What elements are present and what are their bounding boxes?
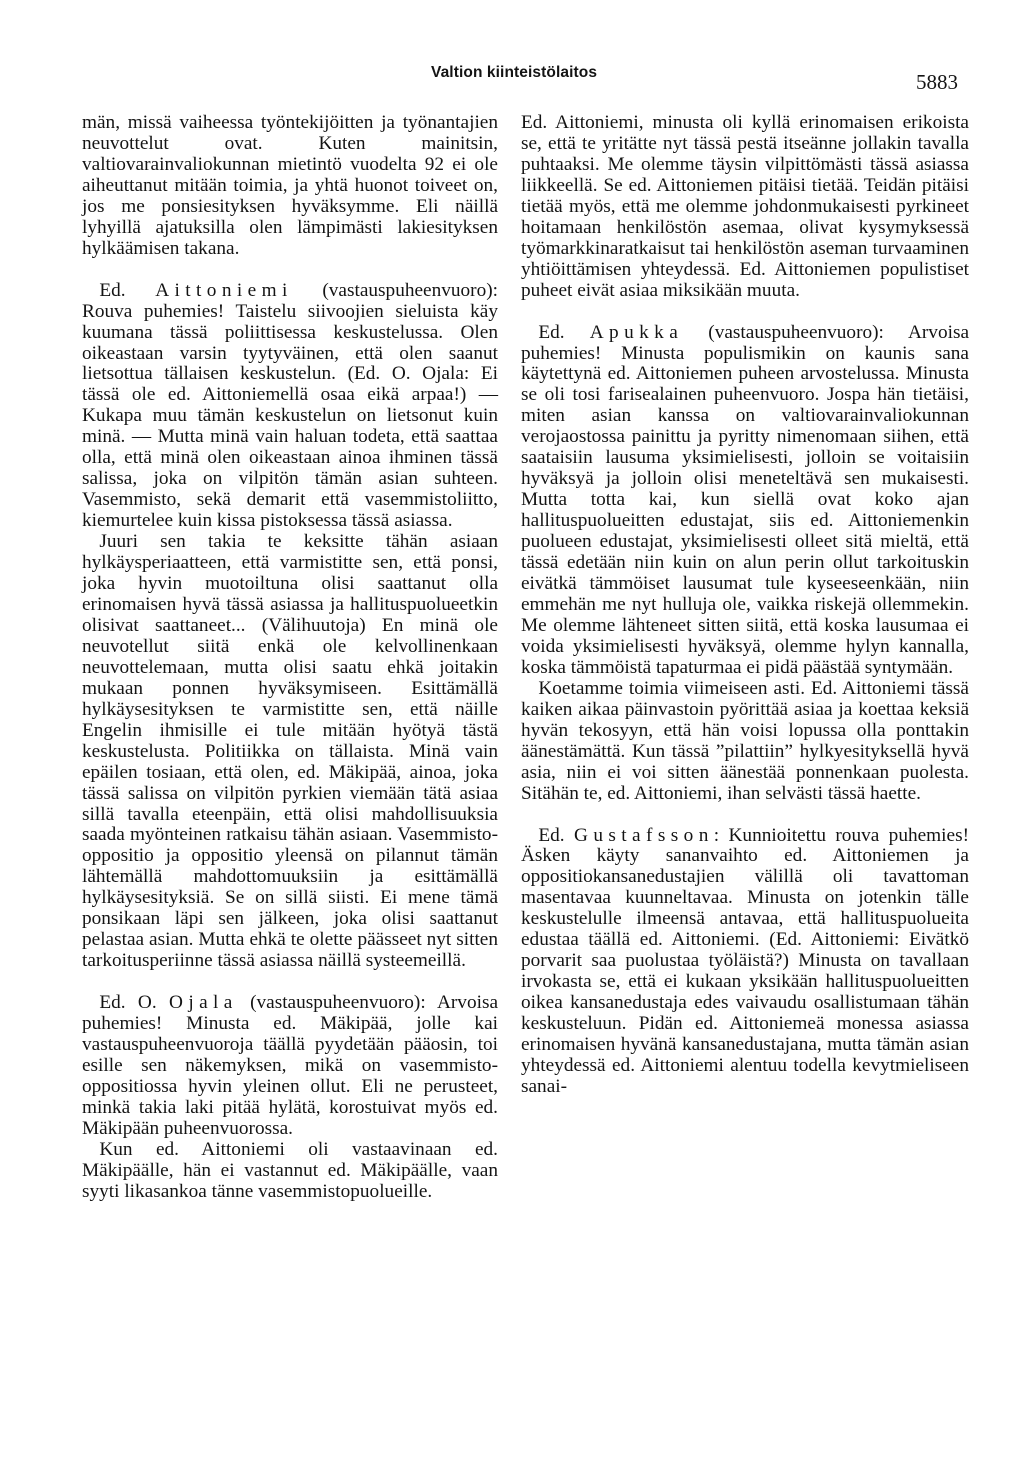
right-column	[521, 113, 969, 1098]
paragraph: Koetamme toimia viimeiseen asti. Ed. Aittoniemi tässä kaiken aikaa päinvastoin pyörittää asiaa ja koettaa keksiä hyvän tekosyyn, että hän voisi lopussa olla ponttakin äänestämättä. Kun tässä ”pilattiin” hylkyesityksellä hyvä asia, niin ei voi sitten äänestää ponnenkaan puolesta. Sitähän te, ed. Aittoniemi, ihan selvästi tässä haette.	[521, 677, 969, 804]
speaker-name: Ojala	[168, 992, 238, 1014]
speech-text: (vastauspuheenvuoro): Arvoisa puhemies! Minusta ed. Mäkipää, jolle kai vastauspuheenvuoroja täällä pyydetään pääosin, toi esille sen näkemyksen, mikä on vasemmisto-oppositiossa hyvin yleinen ollut. Eli ne perusteet, minkä takia laki pitää hylätä, korostuivat myös ed. Mäkipään puheenvuorossa.	[82, 992, 499, 1139]
page-number: 5883	[916, 70, 958, 94]
speech-ojala	[82, 993, 498, 1140]
paragraph-continuation: Ed. Aittoniemi, minusta oli kyllä erinomaisen erikoista se, että te yritätte nyt tässä pestä itseänne jollakin tavalla puhtaaksi. Me olemme täysin vilpittömästi tässä asiassa liikkeellä. Se ed. Aittoniemen pitäisi tietää. Teidän pitäisi tietää myös, että me olemme johdonmukaisesti pyrkineet hoitamaan henkilöstön asemaa, olivat kysymyksessä työmarkkinaratkaisut tai henkilöstön aseman turvaaminen yhtiöittämisen yhteydessä. Ed. Aittoniemen populistiset puheet eivät asiaa miksikään muuta.	[521, 112, 969, 301]
speech-text: : Kunnioitettu rouva puhemies! Äsken käyty sananvaihto ed. Aittoniemen ja oppositiokansanedustajien välillä oli tavattoman masentavaa kuunneltavaa. Minusta on jotenkin tälle keskustelulle ilmeensä antavaa, että hallituspuolueita edustaa täällä ed. Aittoniemi. (Ed. Aittoniemi: Eivätkö porvarit saa puolustaa työläistä?) Minusta on tavallaan irvokasta se, että ei kukaan yksikään hallituspuolueitten oikea kansanedustaja edes vaivaudu osallistumaan tähän keskusteluun. Pidän ed. Aittoniemeä monessa asiassa erinomaisen hyvänä kansanedustajana, mutta tämän asian yhteydessä ed. Aittoniemi alentuu todella kevytmieliseen sanai-	[521, 824, 970, 1097]
speech-text: (vastauspuheenvuoro): Rouva puhemies! Taistelu siivoojien sieluista käy kuumana tässä poliittisessa keskustelussa. Olen oikeastaan varsin tyytyväinen, että olen saanut lietsottua tällaisen keskustelun. (Ed. O. Ojala: Ei tässä ole ed. Aittoniemellä osaa eikä arpaa!) — Kukapa muu tämän keskustelun on lietsonut kuin minä. — Mutta minä vain haluan todeta, että saattaa olla, että minä olen oikeastaan ainoa ihminen tässä salissa, joka on vilpitön tämän asian suhteen. Vasemmisto, sekä demarit että vasemmistoliitto, kiemurtelee kuin kissa pistoksessa tässä asiassa.	[82, 279, 498, 532]
speaker-name: Apukka	[589, 321, 684, 343]
header-title: Valtion kiinteistölaitos	[431, 64, 598, 81]
speech-prefix: Ed.	[538, 321, 590, 343]
speech-prefix: Ed. O.	[99, 992, 169, 1014]
paragraph: Juuri sen takia te keksitte tähän asiaan hylkäysperiaatteen, että varmistitte sen, että ponsi, joka hyvin muotoiltuna olisi saattanut olla erinomaisen hyvä tässä asiassa ja hallituspuolueetkin olisivat saattaneet... (Välihuutoja) En minä ole neuvotellut siitä enkä ole kelvollinenkaan neuvottelemaan, mutta olisi saatu ehkä joitakin mukaan ponnen hyväksymiseen. Esittämällä hylkäysesityksen te varmistitte sen, että näille Engelin ihmisille ei tule mitään hyötyä tästä keskustelusta. Politiikka on tällaista. Minä vain epäilen tosiaan, että olen, ed. Mäkipää, ainoa, joka tässä salissa on vilpitön pyrkien viemään tätä asiaa sillä tavalla eteenpäin, että olisi mahdollisuuksia saada myönteinen ratkaisu tähän asiaan. Vasemmisto-oppositio ja oppositio yleensä on pilannut tämän lähtemällä mahdottomuuksiin ja esittämällä hylkäysesityksiä. Se on sillä siisti. Ei mene tämä ponsikaan läpi sen jälkeen, joka olisi saattanut pelastaa asian. Mutta ehkä te olette päässeet nyt sitten tarkoitusperiinne tässä asiassa näillä systeemeillä.	[82, 531, 498, 972]
paragraph-continuation: män, missä vaiheessa työntekijöitten ja työnantajien neuvottelut ovat. Kuten mainitsin, valtiovarainvaliokunnan mietintö vuodelta 92 ei ole aiheuttanut mitään toimia, ja yhtä huonot toiveet on, jos me ponsiesityksen hyväksymme. Eli näillä lyhyillä ajatuksilla olen lämpimästi lakiesityksen hylkäämisen takana.	[82, 112, 498, 259]
speech-prefix: Ed.	[538, 824, 575, 846]
speech-text: (vastauspuheenvuoro): Arvoisa puhemies! Minusta populismikin on kaunis sana käytettynä ed. Aittoniemen puheen arvostelussa. Minusta se oli tosi farisealainen puheenvuoro. Jospa hän tietäisi, miten asian kanssa on valtiovarainvaliokunnan verojaostossa painittu ja pyritty nimenomaan siihen, että saataisiin lausuma yksimielisesti, jolloin se voitaisiin hyväksyä ja jolloin olisi meneteltävä sen mukaisesti. Mutta totta kai, kun siellä ovat koko ajan hallituspuolueitten edustajat, siis ed. Aittoniemenkin puolueen edustajat, yksimielisesti olleet sitä mieltä, että tässä edetään niin kuin on alun perin ollut tarkoituskin eivätkä tämmöiset lausumat tule kyseeseenkään, niin emmehän me nyt hulluja ole, vaikka riskejä ollemmekin. Me olemme lähteneet sitten siitä, että koska lausumaa ei voida yksimielisesti hyväksyä, olemme hylyn kannalla, koska tämmöistä tapaturmaa ei pidä päästää syntymään.	[521, 321, 970, 678]
left-column	[82, 113, 498, 1203]
speaker-name: Gustafsson	[574, 824, 714, 846]
speaker-name: Aittoniemi	[155, 279, 293, 301]
paragraph: Kun ed. Aittoniemi oli vastaavinaan ed. Mäkipäälle, hän ei vastannut ed. Mäkipäälle, vaan syyti likasankoa tänne vasemmistopuolueille.	[82, 1138, 498, 1202]
speech-aittoniemi	[82, 281, 498, 532]
running-header	[0, 64, 1024, 94]
speech-prefix: Ed.	[99, 279, 156, 301]
speech-gustafsson	[521, 826, 969, 1098]
speech-apukka	[521, 323, 969, 679]
